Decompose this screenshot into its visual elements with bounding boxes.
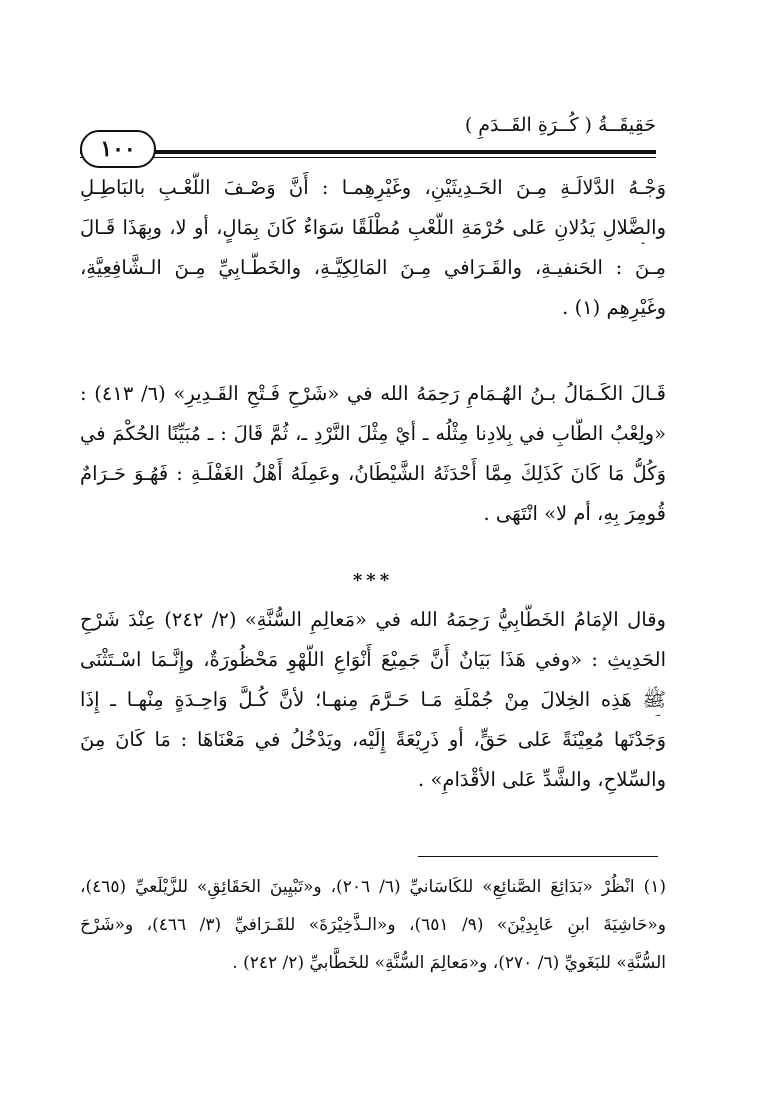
section-separator: *** bbox=[352, 570, 394, 591]
text-line: وَكُلُّ مَا كَانَ كَذَلِكَ مِمَّا أَحْدَثَهُ الشَّيْطَانُ، وعَمِلَهُ أَهْلُ الغَفْلَـةِ : فَهُـوَ حَـرَامٌ bbox=[80, 462, 666, 485]
page-number: ١٠٠ bbox=[80, 130, 156, 168]
footnote-line: و«حَاشِيَةَ ابنِ عَابِدِيْنَ» (٩/ ٦٥١)، و«الـذَّخِيْرَةَ» للقَـرَافيِّ (٣/ ٤٦٦)، و«شَرْحَ bbox=[80, 915, 666, 935]
text-line: وقال الإمَامُ الخَطَّابِيُّ رَحِمَهُ الله في «مَعالِمِ السُّنَّةِ» (٢/ ٢٤٢) عِنْدَ شَرْحِ bbox=[80, 608, 666, 631]
text-line: مِـنَ : الحَنفيـةِ، والقَـرَافي مِـنَ المَالِكِيَّـةِ، والخَطَّـابِيِّ مِـنَ الـشَّافِعِيَّةِ، bbox=[80, 256, 666, 279]
text-line: وغَيْرِهِم (١) . bbox=[562, 296, 666, 319]
text-line: قُومِرَ بِهِ، أم لا» انْتَهَى . bbox=[483, 502, 666, 525]
footnote-rule bbox=[418, 856, 658, 857]
footnote-line: (١) انْظُرْ «بَدَائِعَ الصَّنائِعِ» للكَاسَانيِّ (٦/ ٢٠٦)، و«تَبْيِينَ الحَقَائِقِ» للزَّيْلَعيِّ (٤٦٥)، bbox=[80, 877, 666, 897]
header-rule-thick bbox=[80, 150, 656, 154]
text-line: وَجْـهُ الدَّلالَـةِ مِـنَ الحَـدِيثَيْنِ، وغَيْرِهِمـا : أَنَّ وَصْـفَ اللَّعْـبِ بالبَاطِـلِ bbox=[80, 176, 666, 199]
text-line: ﷺ هَذِه الخِلالَ مِنْ جُمْلَةِ مَـا حَـرَّمَ مِنهـا؛ لأنَّ كُـلَّ وَاحِـدَةٍ مِنْهـا ـ إِذَا bbox=[80, 688, 666, 711]
text-line: والسِّلاحِ، والشَّدِّ عَلى الأقْدَامِ» . bbox=[418, 768, 666, 791]
footnote-line: السُّنَّةِ» للبَغَويِّ (٦/ ٢٧٠)، و«مَعالِمَ السُّنَّةِ» للخَطَّابيِّ (٢/ ٢٤٢) . bbox=[232, 953, 666, 973]
text-line: وَجَدْتَها مُعِيْنَةً عَلى حَقٍّ، أو ذَرِيْعَةً إِلَيْه، ويَدْخُلُ في مَعْنَاهَا : مَا كَانَ مِنَ bbox=[80, 728, 666, 751]
text-line: قَـالَ الكَـمَالُ بـنُ الهُـمَامِ رَحِمَهُ الله في «شَرْحِ فَـتْحِ القَـدِيرِ» (٦/ ٤١٣) : bbox=[80, 382, 666, 405]
page-header bbox=[80, 112, 656, 168]
running-title: حَقِيقَــةُ ( كُــرَةِ القَــدَمِ ) bbox=[464, 114, 656, 136]
header-rule-thin bbox=[80, 157, 656, 158]
text-line: والضَّلالِ يَدُلانِ عَلى حُرْمَةِ اللَّعْبِ مُطْلَقًا سَوَاءٌ كَانَ بِمَالٍ، أو لا، وبِهَذَا قَـالَ bbox=[80, 216, 666, 239]
text-line: «ولِعْبُ الطَّابِ في بِلادِنا مِثْلُه ـ أيْ مِثْلَ النَّرْدِ ـ، ثُمَّ قَالَ : ـ مُبَيِّنًا الحُكْمَ في bbox=[80, 422, 666, 445]
text-line: الحَدِيثِ : «وفي هَذَا بَيَانٌ أَنَّ جَمِيْعَ أَنْوَاعِ اللَّهْوِ مَحْظُورَةٌ، وإِنَّـمَا اسْـتَثْنَى bbox=[80, 648, 666, 671]
